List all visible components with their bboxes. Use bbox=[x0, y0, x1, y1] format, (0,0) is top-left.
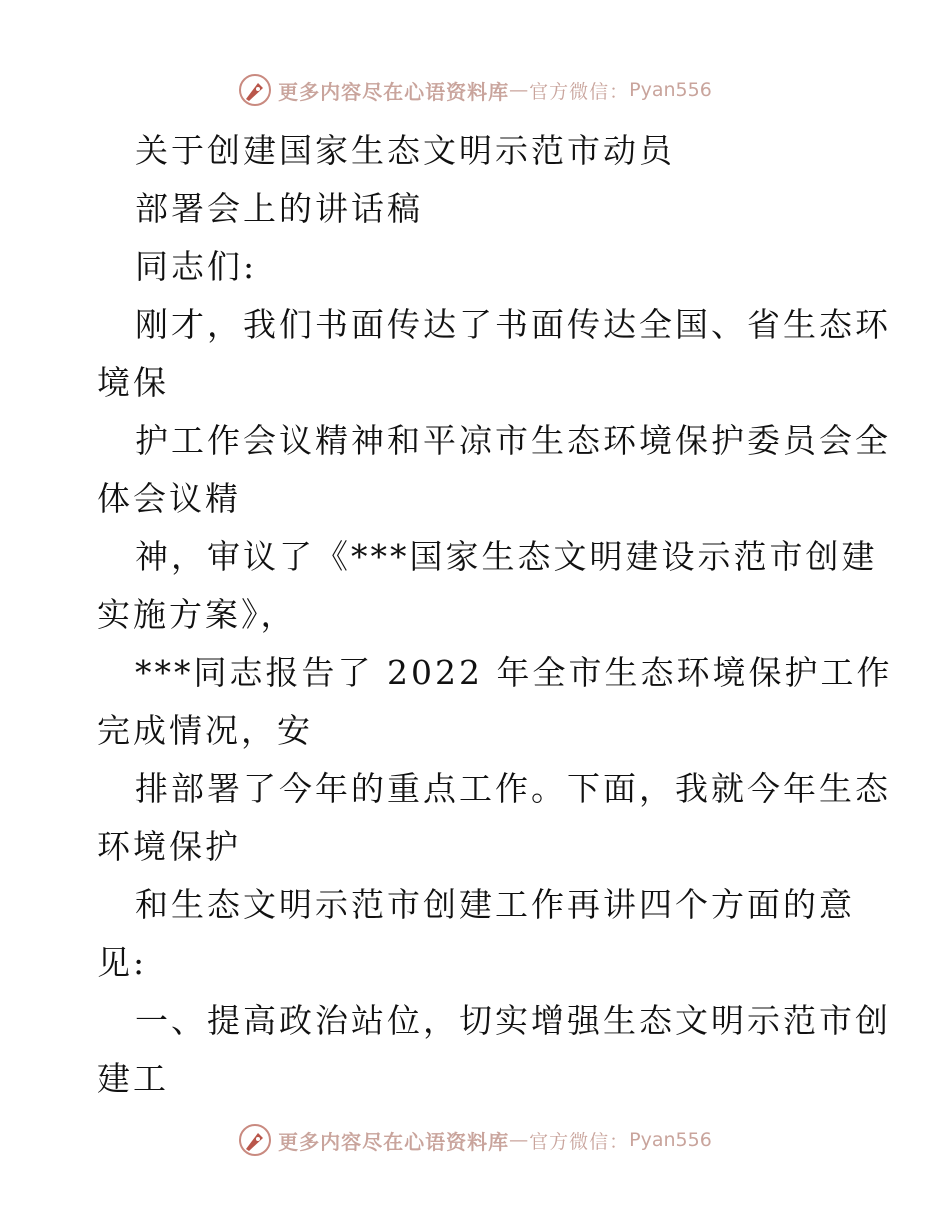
banner-main-text: 更多内容尽在心语资料库 bbox=[278, 79, 510, 104]
banner-main-text: 更多内容尽在心语资料库 bbox=[278, 1129, 510, 1154]
body-line: 境保 bbox=[97, 363, 169, 402]
body-line: 护工作会议精神和平凉市生态环境保护委员会全 bbox=[135, 421, 891, 460]
section-heading-continued: 建工 bbox=[97, 1059, 169, 1098]
section-heading: 一、提高政治站位，切实增强生态文明示范市创 bbox=[135, 1001, 891, 1040]
banner-dash: — bbox=[509, 1129, 530, 1151]
title-line-1: 关于创建国家生态文明示范市动员 bbox=[135, 131, 675, 170]
banner-dash: — bbox=[509, 79, 530, 101]
body-line: 神，审议了《***国家生态文明建设示范市创建 bbox=[135, 537, 878, 576]
salutation: 同志们: bbox=[135, 247, 258, 286]
body-line: 实施方案》， bbox=[97, 595, 297, 634]
body-line: 刚才，我们书面传达了书面传达全国、省生态环 bbox=[135, 305, 891, 344]
title-line-2: 部署会上的讲话稿 bbox=[135, 189, 423, 228]
body-line: 环境保护 bbox=[97, 827, 241, 866]
banner-wechat-id: Pyan556 bbox=[629, 79, 712, 101]
body-line: 完成情况，安 bbox=[97, 711, 313, 750]
body-line: ***同志报告了 2022 年全市生态环境保护工作 bbox=[135, 653, 893, 692]
banner-sub-text: 官方微信： bbox=[529, 1130, 630, 1153]
pen-nib-logo-icon bbox=[238, 1123, 272, 1157]
pen-nib-logo-icon bbox=[238, 73, 272, 107]
footer-banner bbox=[0, 1120, 950, 1160]
banner-wechat-id: Pyan556 bbox=[629, 1129, 712, 1151]
body-line: 排部署了今年的重点工作。下面，我就今年生态 bbox=[135, 769, 891, 808]
document-body bbox=[97, 122, 893, 1108]
body-line: 和生态文明示范市创建工作再讲四个方面的意 bbox=[135, 885, 855, 924]
body-line: 体会议精 bbox=[97, 479, 241, 518]
header-banner bbox=[0, 70, 950, 110]
body-line: 见: bbox=[97, 943, 148, 982]
banner-sub-text: 官方微信： bbox=[529, 80, 630, 103]
